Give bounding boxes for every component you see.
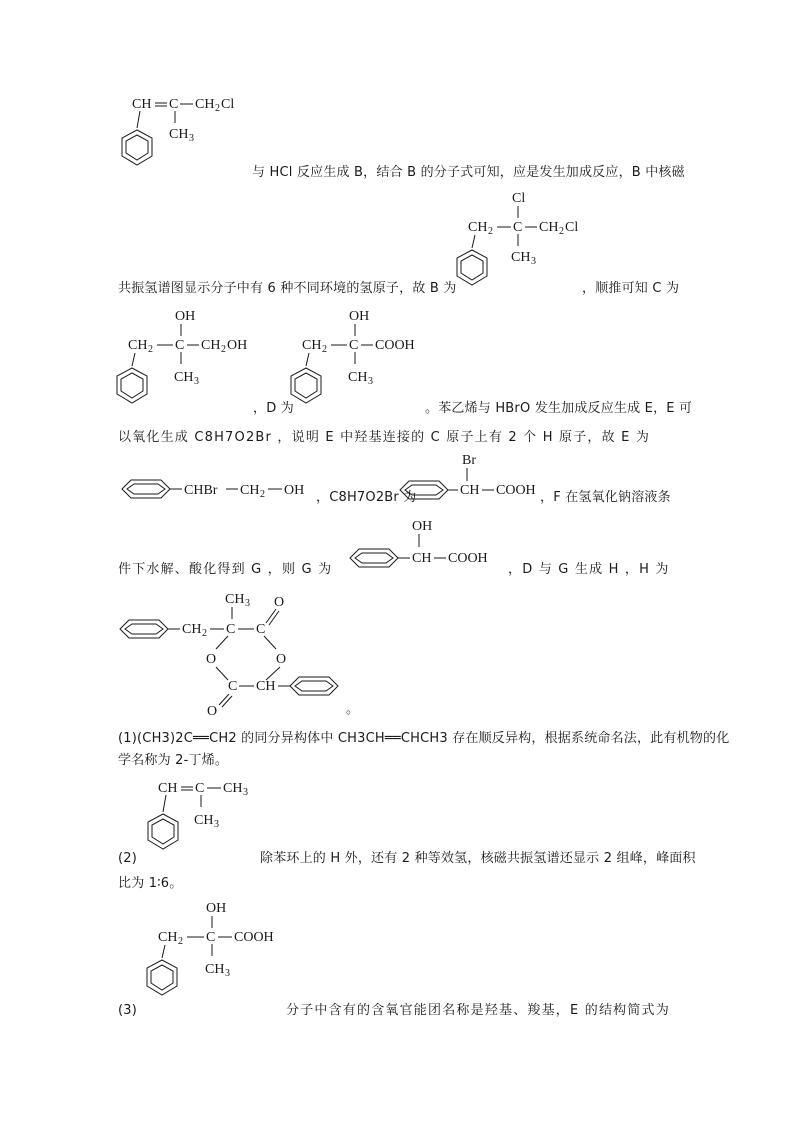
svg-text:CH: CH [412, 551, 432, 566]
svg-text:Cl: Cl [512, 191, 526, 206]
text-line-3b: 。苯乙烯与 HBrO 发生加成反应生成 E，E 可 [425, 401, 693, 416]
svg-text:C: C [226, 622, 236, 637]
svg-text:C: C [349, 338, 359, 353]
text-line-5a: ，C8H7O2Br 为 [316, 490, 417, 505]
svg-text:CH: CH [460, 483, 480, 498]
svg-text:2: 2 [221, 344, 226, 355]
structure-q2 [128, 774, 268, 864]
svg-text:C: C [256, 622, 266, 637]
svg-text:COOH: COOH [234, 930, 274, 945]
svg-text:CH: CH [539, 220, 559, 235]
svg-text:CH: CH [225, 592, 245, 607]
svg-text:COOH: COOH [375, 338, 415, 353]
svg-text:3: 3 [225, 968, 230, 979]
svg-text:CH: CH [128, 338, 148, 353]
question-2-line-a: 除苯环上的 H 外，还有 2 种等效氢，核磁共振氢谱还显示 2 组峰，峰面积 [260, 851, 696, 866]
svg-text:3: 3 [368, 376, 373, 387]
text-line-1: 与 HCl 反应生成 B，结合 B 的分子式可知，应是发生加成反应，B 中核磁 [252, 165, 685, 180]
question-2-line-b: 比为 1∶6。 [118, 876, 183, 891]
svg-text:2: 2 [178, 936, 183, 947]
structure-e [116, 472, 321, 508]
svg-text:OH: OH [412, 519, 433, 534]
svg-text:O: O [274, 595, 285, 610]
svg-text:O: O [207, 704, 218, 719]
svg-text:3: 3 [531, 256, 536, 267]
svg-text:CH: CH [302, 338, 322, 353]
svg-text:CH: CH [195, 97, 215, 112]
svg-text:2: 2 [215, 103, 220, 114]
svg-text:CH: CH [158, 930, 178, 945]
svg-text:CH: CH [158, 781, 178, 796]
svg-text:C: C [169, 97, 179, 112]
svg-text:COOH: COOH [496, 483, 536, 498]
svg-text:OH: OH [227, 338, 248, 353]
svg-text:C: C [195, 781, 205, 796]
structure-q3 [128, 895, 298, 1005]
svg-text:2: 2 [202, 628, 207, 639]
svg-text:CH: CH [132, 97, 152, 112]
svg-text:CH: CH [201, 338, 221, 353]
svg-text:C: C [175, 338, 185, 353]
svg-text:CH: CH [240, 483, 260, 498]
svg-text:Cl: Cl [221, 97, 235, 112]
structure-g [346, 514, 511, 576]
question-1-line-b: 学名称为 2-丁烯。 [118, 753, 229, 768]
svg-text:CH: CH [223, 781, 243, 796]
svg-text:3: 3 [245, 598, 250, 609]
text-line-7: 。 [346, 702, 360, 717]
svg-text:2: 2 [322, 344, 327, 355]
text-line-4: 以氧化生成 C8H7O2Br ，说明 E 中羟基连接的 C 原子上有 2 个 H 原子，故 E 为 [118, 430, 651, 445]
svg-text:Br: Br [462, 453, 476, 468]
structure-b [455, 185, 595, 295]
structure-c [113, 303, 273, 413]
svg-text:CH: CH [169, 127, 189, 142]
svg-text:2: 2 [260, 489, 265, 500]
svg-text:2: 2 [559, 226, 564, 237]
svg-text:3: 3 [189, 133, 194, 144]
svg-text:OH: OH [349, 309, 370, 324]
svg-text:CH: CH [468, 220, 488, 235]
structure-h [116, 587, 346, 717]
svg-text:CH: CH [174, 370, 194, 385]
svg-text:3: 3 [243, 787, 248, 798]
text-line-6b: ，D 与 G 生成 H ，H 为 [508, 562, 670, 577]
structure-allyl-chloride [115, 90, 255, 175]
svg-text:CH: CH [348, 370, 368, 385]
question-3-label: (3) [118, 1003, 138, 1018]
svg-text:CH: CH [511, 250, 531, 265]
svg-text:CH: CH [205, 962, 225, 977]
text-line-3a: ，D 为 [253, 401, 294, 416]
svg-text:Cl: Cl [565, 220, 579, 235]
svg-text:C: C [513, 220, 523, 235]
question-2-label: (2) [118, 851, 138, 866]
question-3-line: 分子中含有的含氧官能团名称是羟基、羧基，E 的结构简式为 [286, 1003, 670, 1018]
structure-bromo-acid [396, 448, 556, 510]
text-line-2b: ，顺推可知 C 为 [582, 281, 680, 296]
svg-text:2: 2 [148, 344, 153, 355]
svg-text:3: 3 [214, 819, 219, 830]
svg-text:2: 2 [488, 226, 493, 237]
svg-text:OH: OH [175, 309, 196, 324]
text-line-5b: ，F 在氢氧化钠溶液条 [540, 490, 671, 505]
svg-text:CHBr: CHBr [184, 483, 218, 498]
svg-text:CH: CH [194, 813, 214, 828]
svg-text:3: 3 [194, 376, 199, 387]
svg-text:C: C [228, 679, 238, 694]
structure-d [292, 303, 442, 413]
question-1-line-a: (1)(CH3)2C══CH2 的同分异构体中 CH3CH══CHCH3 存在顺反异构，根据系统命名法，此有机物的化 [118, 731, 730, 746]
svg-text:COOH: COOH [448, 551, 488, 566]
text-line-6a: 件下水解、酸化得到 G ，则 G 为 [118, 562, 333, 577]
text-line-2a: 共振氢谱图显示分子中有 6 种不同环境的氢原子，故 B 为 [118, 281, 457, 296]
svg-text:CH: CH [182, 622, 202, 637]
svg-text:OH: OH [284, 483, 305, 498]
svg-text:OH: OH [206, 901, 227, 916]
svg-text:O: O [206, 652, 217, 667]
svg-text:O: O [276, 652, 287, 667]
svg-text:C: C [206, 930, 216, 945]
svg-text:CH: CH [256, 679, 276, 694]
